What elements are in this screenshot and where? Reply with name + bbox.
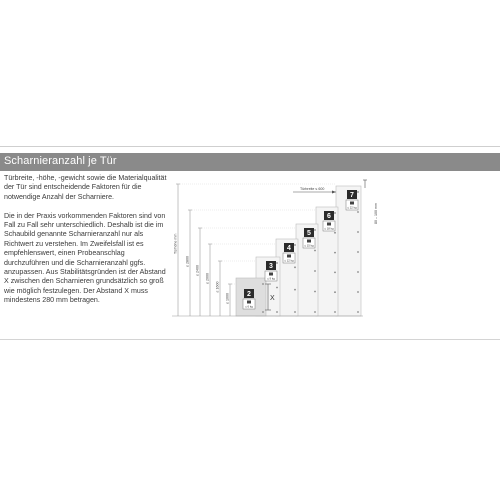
- hinge-dot: [357, 191, 359, 193]
- weight-icon: [350, 202, 354, 205]
- bottom-divider: [0, 339, 500, 340]
- x-distance-label: X: [270, 295, 275, 302]
- hinge-dot: [294, 289, 296, 291]
- diagram-svg: [168, 176, 383, 326]
- hinge-dot: [276, 311, 278, 313]
- hinge-dot: [357, 291, 359, 293]
- weight-label: ≤ 6 kg: [245, 304, 253, 309]
- hinge-dot: [357, 231, 359, 233]
- hinge-dot: [262, 311, 264, 313]
- edge-distance-label: 80 – 100 mm: [374, 203, 378, 224]
- weight-icon: [269, 273, 273, 276]
- hinge-dot: [357, 251, 359, 253]
- door-width-arrow: [332, 191, 336, 194]
- section-title: Scharnieranzahl je Tür: [4, 155, 117, 167]
- height-label: ≤ 2800: [185, 256, 190, 267]
- hinge-count-number: 2: [247, 291, 251, 298]
- height-label: Türhöhe mm: [173, 233, 178, 254]
- hinge-dot: [294, 244, 296, 246]
- hinge-count-number: 4: [287, 245, 291, 252]
- weight-icon: [327, 223, 331, 226]
- hinge-count-diagram: [168, 176, 383, 331]
- height-label: ≤ 2000: [205, 273, 210, 284]
- hinge-dot: [314, 291, 316, 293]
- weight-label: ≤ 12 kg: [284, 258, 294, 263]
- height-label: ≤ 1000: [225, 293, 230, 304]
- description-text: [4, 174, 170, 315]
- hinge-dot: [294, 266, 296, 268]
- height-label: ≤ 1600: [215, 281, 220, 293]
- hinge-dot: [294, 311, 296, 313]
- hinge-dot: [276, 287, 278, 289]
- weight-label: ≤ 22 kg: [347, 205, 357, 210]
- hinge-dot: [276, 262, 278, 264]
- hinge-count-number: 5: [307, 230, 311, 237]
- weight-label: ≤ 15 kg: [304, 243, 314, 248]
- hinge-count-number: 7: [350, 192, 354, 199]
- top-divider: [0, 146, 500, 147]
- hinge-dot: [357, 271, 359, 273]
- hinge-count-number: 6: [327, 213, 331, 220]
- weight-label: ≤ 9 kg: [267, 276, 275, 281]
- hinge-dot: [314, 311, 316, 313]
- hinge-dot: [314, 250, 316, 252]
- weight-icon: [307, 240, 311, 243]
- hinge-dot: [262, 283, 264, 285]
- height-label: ≤ 2400: [195, 265, 200, 276]
- weight-icon: [287, 255, 291, 258]
- hinge-dot: [334, 272, 336, 274]
- hinge-dot: [357, 311, 359, 313]
- hinge-dot: [334, 291, 336, 293]
- hinge-dot: [334, 232, 336, 234]
- section-header: [0, 153, 500, 171]
- weight-icon: [247, 301, 251, 304]
- door-width-label: Türbreite ≤ 600: [300, 187, 325, 191]
- hinge-dot: [314, 270, 316, 272]
- paragraph-details: Die in der Praxis vorkommenden Faktoren sind von Fall zu Fall sehr unterschiedlich. Deshalb ist die im Schaubild genannte Scharnieranzahl nur als Richtwert zu verstehen. Im Zweifelsfall ist es empfehlenswert, einen Probeanschlag durchzuführen und die Scharnieranzahl ggfs. anzupassen. Aus Stabilitätsgründen ist der Abstand X zwischen den Scharnieren grundsätzlich so groß wie möglich festzulegen. Der Abstand X muss mindestens 280 mm betragen.: [4, 211, 166, 305]
- hinge-count-number: 3: [269, 263, 273, 270]
- hinge-dot: [357, 211, 359, 213]
- weight-label: ≤ 18 kg: [324, 226, 334, 231]
- hinge-dot: [334, 252, 336, 254]
- paragraph-intro: Türbreite, -höhe, -gewicht sowie die Materialqualität der Tür sind entscheidende Faktoren für die notwendige Anzahl der Scharniere.: [4, 174, 167, 201]
- hinge-dot: [334, 212, 336, 214]
- hinge-dot: [334, 311, 336, 313]
- hinge-dot: [314, 229, 316, 231]
